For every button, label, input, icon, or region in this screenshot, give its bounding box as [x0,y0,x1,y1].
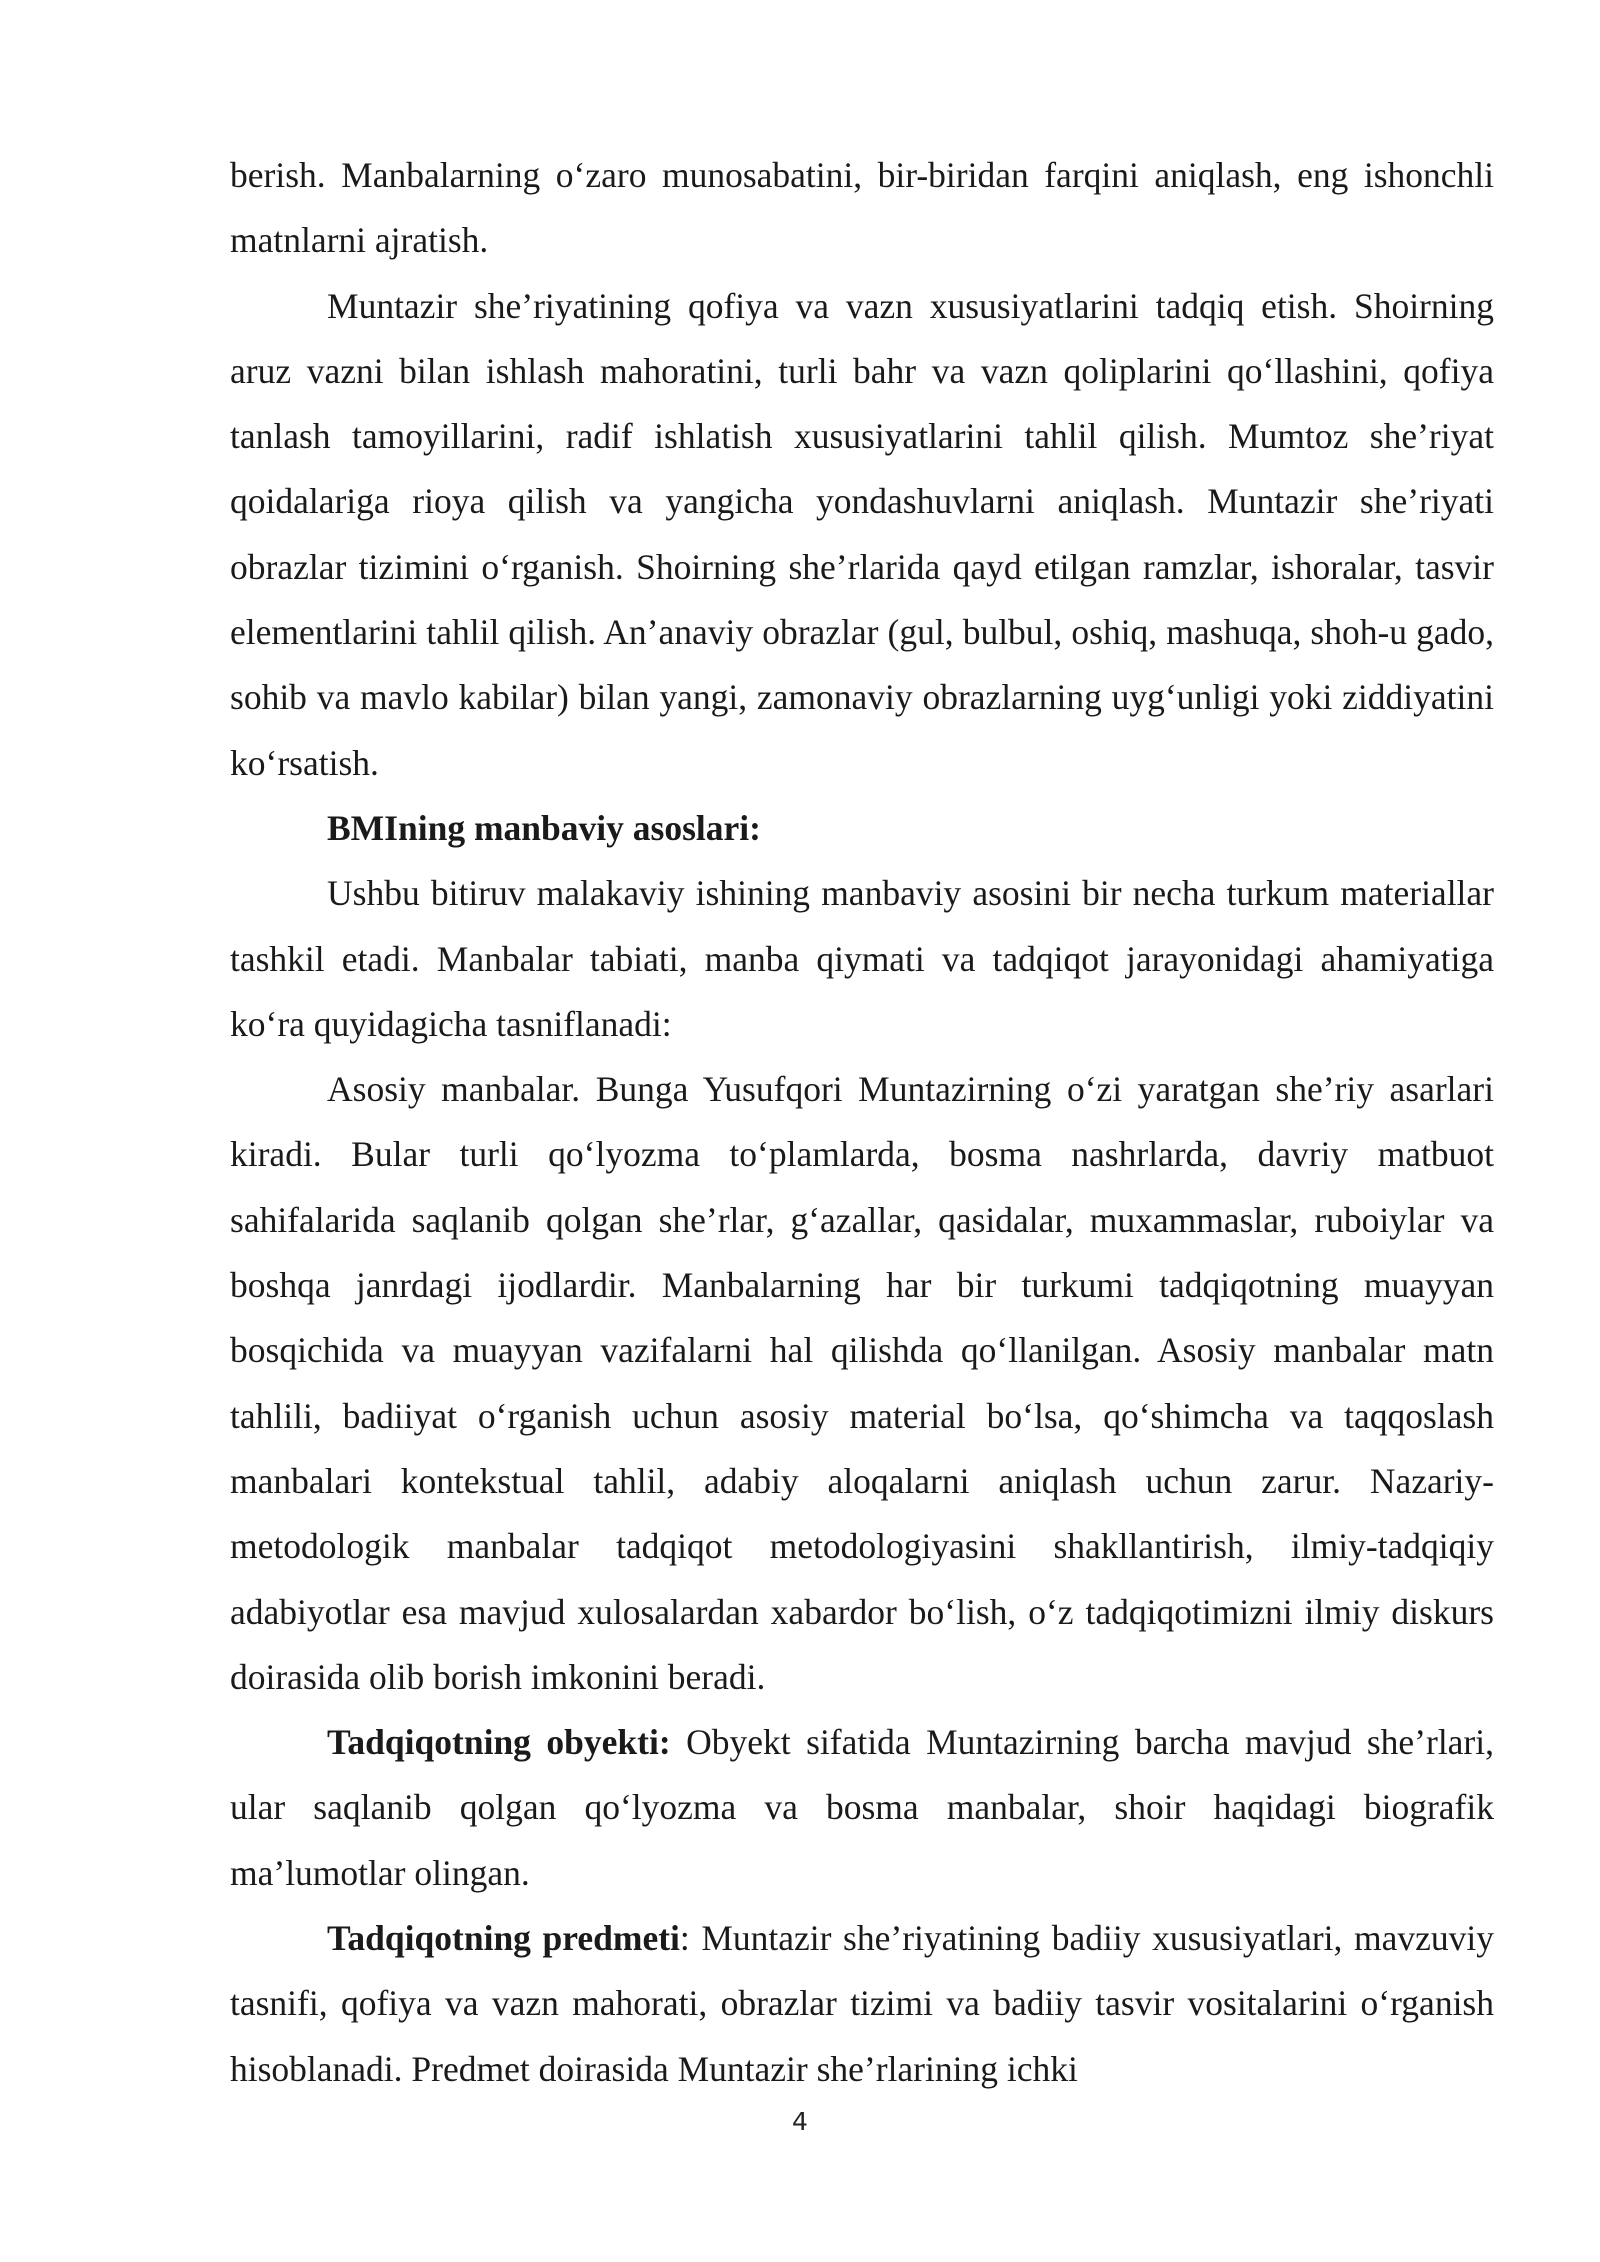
research-subject-label: Tadqiqotning predmeti [327,1918,680,1959]
research-object-label: Tadqiqotning obyekti: [327,1722,671,1763]
research-object-text: Obyekt sifatida Muntazirning barcha mavjud she’rlari, ular saqlanib qolgan qo‘lyozma va bosma manbalar, shoir haqidagi biografik ma’lumotlar olingan. [230,1722,1494,1893]
paragraph-rhyme-meter: Muntazir she’riyatining qofiya va vazn xususiyatlarini tadqiq etish. Shoirning aruz vazni bilan ishlash mahoratini, turli bahr va vazn qoliplarini qo‘llashini, qofiya tanlash tamoyillarini, radif ishlatish xususiyatlarini tahlil qilish. Mumtoz she’riyat qoidalariga rioya qilish va yangicha yondashuvlarni aniqlash. Muntazir she’riyati obrazlar tizimini o‘rganish. Shoirning she’rlarida qayd etilgan ramzlar, ishoralar, tasvir elementlarini tahlil qilish. An’anaviy obrazlar (gul, bulbul, oshiq, mashuqa, shoh-u gado, sohib va mavlo kabilar) bilan yangi, zamonaviy obrazlarning uyg‘unligi yoki ziddiyatini ko‘rsatish. [230,285,1494,783]
paragraph-main-sources: Asosiy manbalar. Bunga Yusufqori Muntazirning o‘zi yaratgan she’riy asarlari kiradi. Bular turli qo‘lyozma to‘plamlarda, bosma nashrlarda, davriy matbuot sahifalarida saqlanib qolgan she’rlar, g‘azallar, qasidalar, muxammaslar, ruboiylar va boshqa janrdagi ijodlardir. Manbalarning har bir turkumi tadqiqotning muayyan bosqichida va muayyan vazifalarni hal qilishda qo‘llanilgan. Asosiy manbalar matn tahlili, badiiyat o‘rganish uchun asosiy material bo‘lsa, qo‘shimcha va taqqoslash manbalari kontekstual tahlil, adabiy aloqalarni aniqlash uchun zarur. Nazariy-metodologik manbalar tadqiqot metodologiyasini shakllantirish, ilmiy-tadqiqiy adabiyotlar esa mavjud xulosalardan xabardor bo‘lish, o‘z tadqiqotimizni ilmiy diskurs doirasida olib borish imkonini beradi. [230,1069,1494,1697]
paragraph-source-basis: Ushbu bitiruv malakaviy ishining manbaviy asosini bir necha turkum materiallar tashkil etadi. Manbalar tabiati, manba qiymati va tadqiqot jarayonidagi ahamiyatiga ko‘ra quyidagicha tasniflanadi: [230,873,1494,1044]
paragraph-research-subject [230,1906,1494,2102]
page-number: 4 [792,2107,808,2136]
paragraph-research-object [230,1710,1494,1906]
research-subject-text: : Muntazir she’riyatining badiiy xususiyatlari, mavzuviy tasnifi, qofiya va vazn mahorati, obrazlar tizimi va badiiy tasvir vositalarini o‘rganish hisoblanadi. Predmet doirasida Muntazir she’rlarining ichki [230,1918,1494,2089]
section-heading-sources: BMIning manbaviy asoslari: [327,807,761,848]
paragraph-continuation: berish. Manbalarning o‘zaro munosabatini, bir-biridan farqini aniqlash, eng ishonchli matnlarni ajratish. [230,155,1494,261]
page-body [230,143,1494,2102]
